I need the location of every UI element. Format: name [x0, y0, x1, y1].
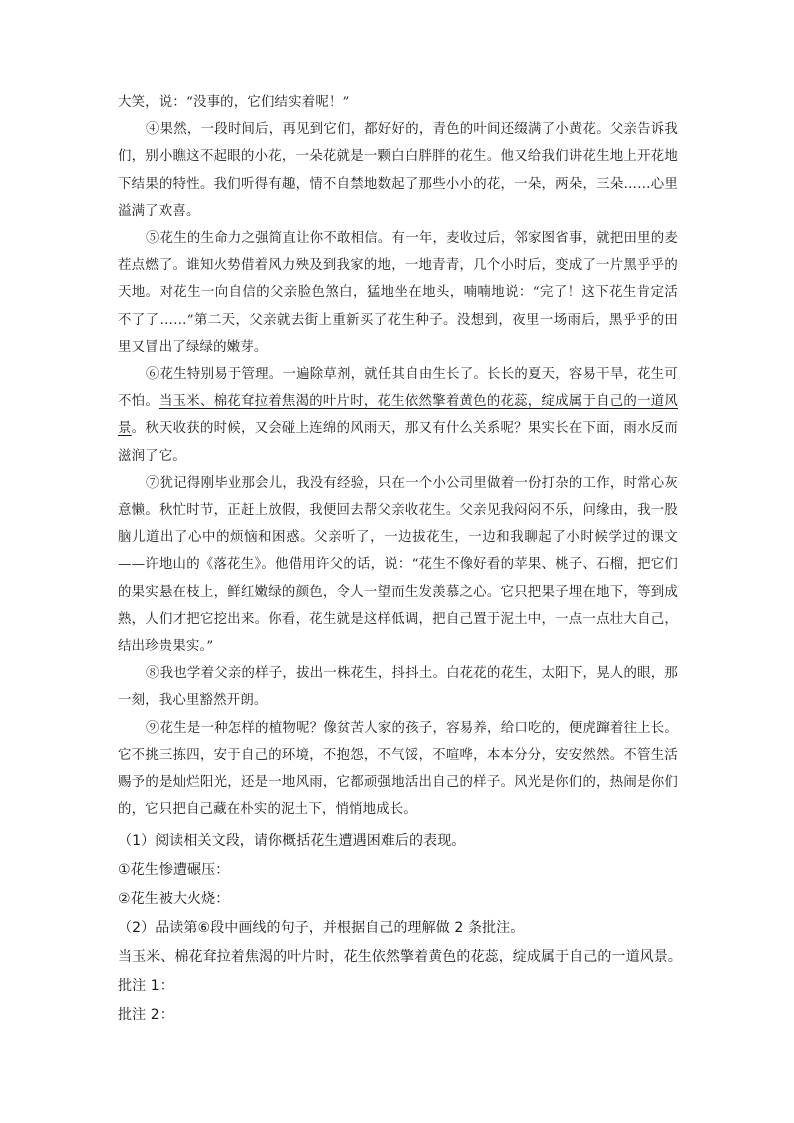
- annotation-1-label: 批注 1：: [118, 978, 174, 994]
- quoted-sentence: 当玉米、棉花耷拉着焦渴的叶片时，花生依然擎着黄色的花蕊，绽成属于自己的一道风景。: [118, 949, 682, 965]
- answer-line-1a: ①花生惨遭碾压：: [118, 862, 230, 878]
- paragraph-4: ④果然，一段时间后，再见到它们，都好好的，青色的叶间还缀满了小黄花。父亲告诉我们，别小瞧这不起眼的小花，一朵花就是一颗白白胖胖的花生。他又给我们讲花生地上开花地下结果的特性。我们听得有趣，情不自禁地数起了那些小小的花，一朵，两朵，三朵……心里溢满了欢喜。: [118, 122, 678, 219]
- answer-line-1b: ②花生被大火烧：: [118, 891, 230, 907]
- paragraph-6: [118, 361, 678, 470]
- paragraph-6-tail: 。秋天收获的时候，又会碰上连绵的风雨天，那又有什么关系呢？果实长在下面，雨水反而滋润了它。: [118, 421, 679, 464]
- reading-passage: [118, 89, 678, 823]
- question-2: （2）品读第⑥段中画线的句子，并根据自己的理解做 2 条批注。: [118, 920, 525, 936]
- paragraph-6-lead: ⑥花生特别易于管理。一遍除草剂，就任其自由生长了。长长的夏天，容易干旱，花生可不怕。: [118, 367, 678, 410]
- paragraph-8: ⑧我也学着父亲的样子，拔出一株花生，抖抖土。白花花的花生，太阳下，晃人的眼，那一刻，我心里豁然开朗。: [118, 666, 678, 709]
- paragraph-9: ⑨花生是一种怎样的植物呢？像贫苦人家的孩子，容易养，给口吃的，便虎蹿着往上长。它不挑三拣四，安于自己的环境，不抱怨，不气馁，不喧哗，本本分分，安安然然。不管生活赐予的是灿烂阳光，还是一地风雨，它都顽强地活出自己的样子。风光是你们的，热闹是你们的，它只把自己藏在朴实的泥土下，悄悄地成长。: [118, 720, 678, 818]
- question-block: [118, 827, 688, 1030]
- paragraph-7: ⑦犹记得刚毕业那会儿，我没有经验，只在一个小公司里做着一份打杂的工作，时常心灰意懒。秋忙时节，正赶上放假，我便回去帮父亲收花生。父亲见我闷闷不乐，问缘由，我一股脑儿道出了心中的烦恼和困惑。父亲听了，一边拔花生，一边和我聊起了小时候学过的课文——许地山的《落花生》。他借用许父的话，说：“花生不像好看的苹果、桃子、石榴，把它们的果实悬在枝上，鲜红嫩绿的颜色，令人一望而生发羡慕之心。它只把果子埋在地下，等到成熟，人们才把它挖出来。你看，花生就是这样低调，把自己置于泥土中，一点一点壮大自己，结出珍贵果实。”: [118, 475, 678, 655]
- paragraph-5: ⑤花生的生命力之强简直让你不敢相信。有一年，麦收过后，邻家图省事，就把田里的麦茬点燃了。谁知火势借着风力殃及到我家的地，一地青青，几个小时后，变成了一片黑乎乎的天地。对花生一向自信的父亲脸色煞白，猛地坐在地头，喃喃地说：“完了！这下花生肯定活不了了……”第二天，父亲就去街上重新买了花生种子。没想到，夜里一场雨后，黑乎乎的田里又冒出了绿绿的嫩芽。: [118, 231, 678, 355]
- question-1: （1）阅读相关文段，请你概括花生遭遇困难后的表现。: [118, 833, 466, 849]
- paragraph-3-end: 大笑，说：“没事的，它们结实着呢！”: [118, 95, 350, 110]
- underlined-sentence: 当玉米、棉花耷拉着焦渴的叶片时，花生依然擎着黄色的花蕊，绽成属于自己的一道风景: [118, 394, 678, 437]
- annotation-2-label: 批注 2：: [118, 1007, 174, 1023]
